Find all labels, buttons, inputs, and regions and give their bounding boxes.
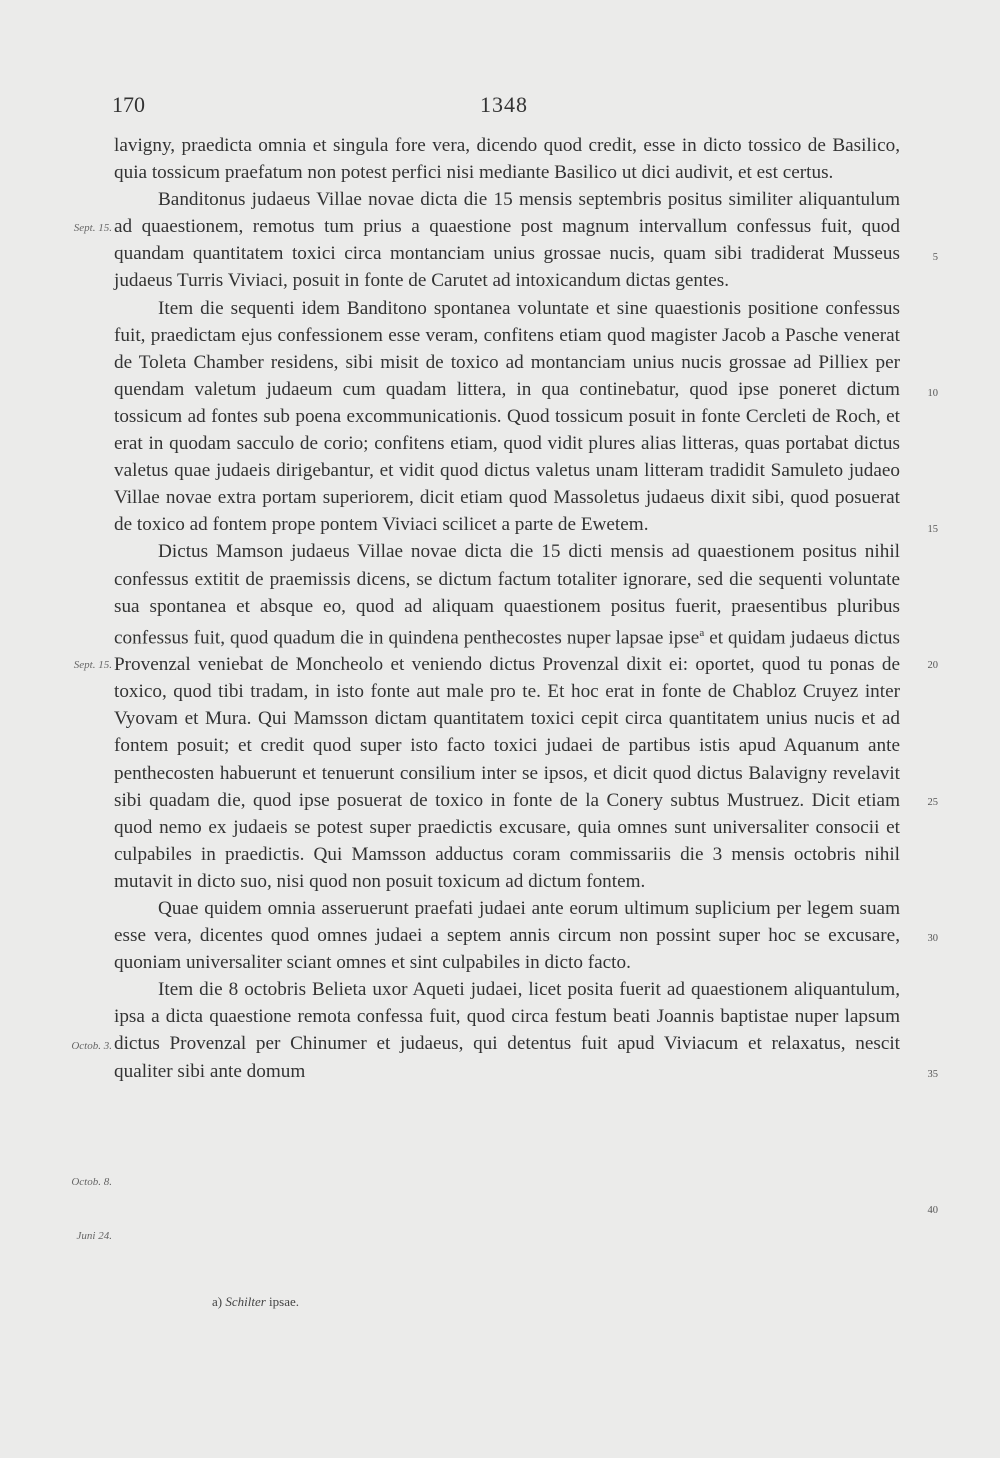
margin-note-date: Octob. 8. <box>71 1176 112 1188</box>
margin-note-date: Sept. 15. <box>73 659 112 671</box>
running-header-year: 1348 <box>480 92 528 117</box>
margin-note-date: Octob. 3. <box>71 1040 112 1052</box>
footnote-reference: Schilter <box>225 1294 266 1309</box>
footnote-label: a) <box>212 1294 223 1309</box>
page-number: 170 <box>112 92 145 117</box>
margin-note-date: Sept. 15. <box>73 222 112 234</box>
line-number: 20 <box>927 660 938 671</box>
paragraph: Banditonus judaeus Villae novae dicta die 15 mensis septembris positus similiter aliquantulum ad quaestionem, remotus tum prius a quaestione post magnum intervallum confessus fuit, quod quandam quantitatem toxici circa montanciam unius grossae nucis, quam sibi tradiderat Musseus judaeus Turris Viviaci, posuit in fonte de Carutet ad intoxicandum dictas gentes. <box>114 189 900 292</box>
paragraph <box>114 538 900 895</box>
paragraph-text: et quidam judaeus dictus Provenzal veniebat de Moncheolo et veniendo dictus Provenzal dixit ei: oportet, quod tu ponas de toxico, quod tibi tradam, in isto fonte aut male pro te. Et hoc erat in fonte de Chabloz Cruyez inter Vyovam et Mura. Qui Mamsson dictam quantitatem toxici cepit circa quantitatem unius nucis et ad fontem posuit; et credit quod super isto facto toxici judaei de partibus istis apud Aquanum ante penthecosten habuerunt et tenuerunt consilium inter se ipsos, et dicit quod dictus Balavigny revelavit sibi quadam die, quod ipse posuerat de toxico in fonte de la Conery subtus Mustruez. Dicit etiam quod nemo ex judaeis se potest super praedictis excusare, quia omnes sunt universaliter consocii et culpabiles in praedictis. Qui Mamsson adductus coram commissariis die 3 mensis octobris nihil mutavit in dicto suo, nisi quod non posuit toxicum ad dictum fontem. <box>114 627 900 892</box>
line-number: 30 <box>927 933 938 944</box>
footnote <box>212 1294 299 1310</box>
paragraph: Item die sequenti idem Banditono spontanea voluntate et sine quaestionis positione confessus fuit, praedictam ejus confessionem esse veram, confitens etiam quod magister Jacob a Pasche venerat de Toleta Chamber residens, sibi misit de toxico ad montanciam unius nucis grossae ad Pilliex per quendam valetum judaeum cum quadam littera, in qua continebatur, quod ipse poneret dictum tossicum ad fontes sub poena excommunicationis. Quod tossicum posuit in fonte Cercleti de Roch, et erat in quodam sacculo de corio; confitens etiam, quod vidit plures alias litteras, quas portabat dictus valetus quae judaeis dirigebantur, et vidit quod dictus valetus unam litteram tradidit Samuleto judaeo Villae novae extra portam superiorem, dicit etiam quod Massoletus judaeus dixit sibi, quod posuerat de toxico ad fontem prope pontem Viviaci scilicet a parte de Ewetem. <box>114 297 900 536</box>
line-number: 35 <box>927 1069 938 1080</box>
paragraph: Quae quidem omnia asseruerunt praefati judaei ante eorum ultimum suplicium per legem suam esse vera, dicentes quod omnes judaei a septem annis circum non possint super hoc se excusare, quoniam universaliter sciant omnes et sint culpabiles in dicto facto. <box>114 898 900 974</box>
paragraph: lavigny, praedicta omnia et singula fore vera, dicendo quod credit, esse in dicto tossico de Basilico, quia tossicum praefatum non potest perfici nisi mediante Basilico ut dici audivit, et est certus. <box>114 135 900 184</box>
line-number: 15 <box>927 524 938 535</box>
line-number: 25 <box>927 797 938 808</box>
margin-note-date: Juni 24. <box>76 1230 112 1242</box>
footnote-text: ipsae. <box>269 1294 300 1309</box>
paragraph-text: Dictus Mamson judaeus Villae novae dicta die 15 dicti mensis ad quaestionem positus nihil confessus extitit de praemissis dicens, se dictum factum totaliter ignorare, sed die sequenti voluntate sua spontanea et absque eo, quod ad aliquam quaestionem positus fuerit, praesentibus pluribus confessus fuit, quod quadum die in quindena penthecostes nuper lapsae ipse <box>114 541 900 649</box>
footnote-mark: a <box>699 626 705 639</box>
line-number: 10 <box>927 388 938 399</box>
body-text <box>114 132 900 1085</box>
line-number: 5 <box>932 252 938 263</box>
line-number: 40 <box>927 1205 938 1216</box>
paragraph: Item die 8 octobris Belieta uxor Aqueti judaei, licet posita fuerit ad quaestionem aliquantulum, ipsa a dicta quaestione remota confessa fuit, quod circa festum beati Joannis baptistae nuper lapsum dictus Provenzal per Chinumer et judaeus, qui detentus fuit apud Viviacum et relaxatus, nescit qualiter sibi ante domum <box>114 979 900 1082</box>
